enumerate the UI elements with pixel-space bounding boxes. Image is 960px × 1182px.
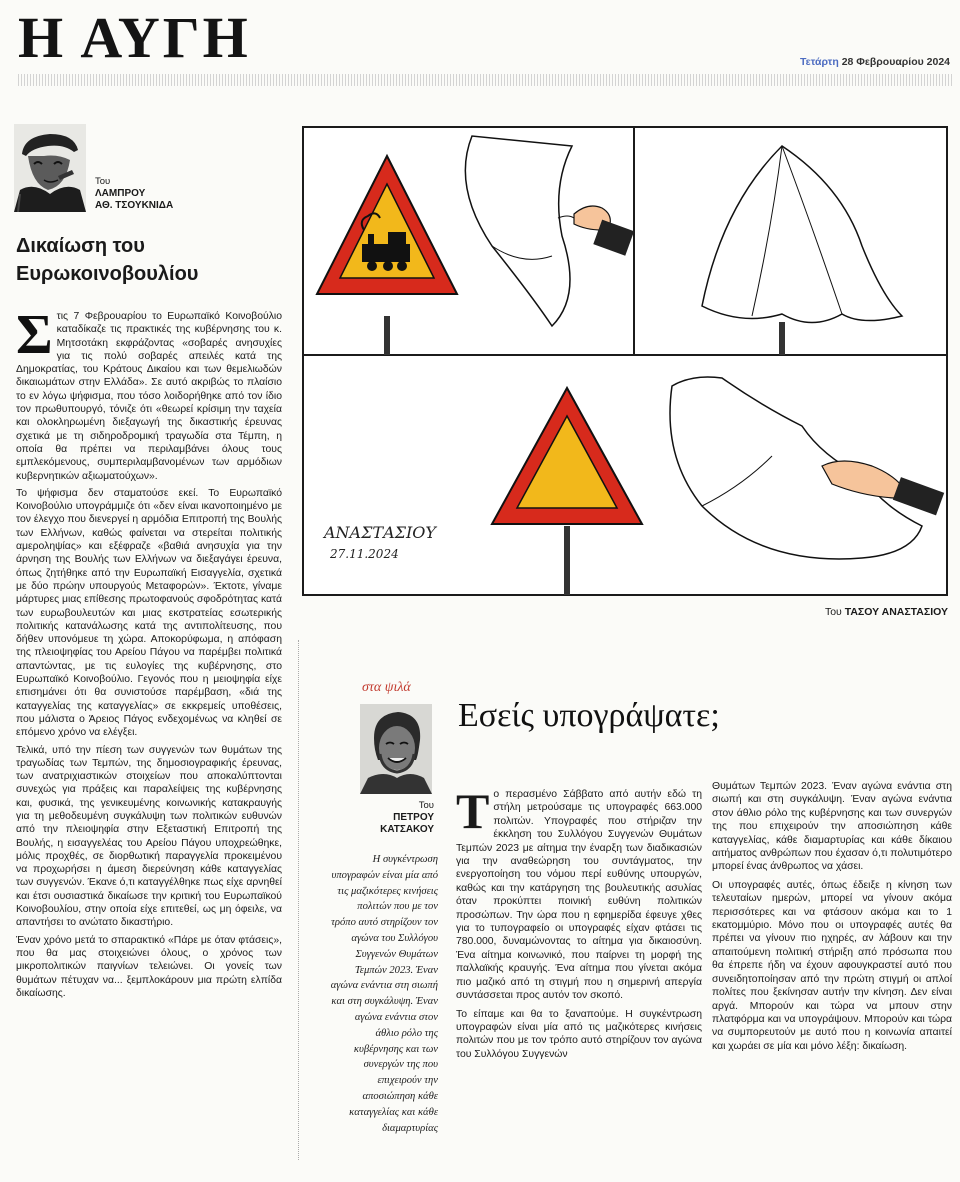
author-name-line1: ΠΕΤΡΟΥ bbox=[393, 812, 434, 823]
author-photo bbox=[360, 704, 432, 794]
issue-date-text: 28 Φεβρουαρίου 2024 bbox=[841, 56, 950, 68]
column-tag: στα ψιλά bbox=[362, 680, 411, 695]
article-headline: Εσείς υπογράψατε; bbox=[458, 697, 720, 734]
cartoon-signature: ΑΝΑΣΤΑΣΙΟΥ bbox=[324, 523, 436, 542]
author-name bbox=[340, 812, 434, 836]
issue-date bbox=[800, 56, 950, 68]
article-paragraph: Τελικά, υπό την πίεση των συγγενών των θυμάτων της τραγωδίας των Τεμπών, της δημοσιογραφικής έρευνας, των ανατριχιαστικών στοιχείων που αποκαλύπτονται συνεχώς για πράξεις και παραλείψεις της κυβέρνησης και, φυσικά, της γενικευμένης κοινωνικής κατακραυγής για τη μεθοδευμένη συγκάλυψη των πολιτικών ευθυνών από την πλειοψηφία στην Εξεταστική Επιτροπή της Βουλής, η εισαγγελέας του Αρείου Πάγου υποχρεώθηκε, μόλις προχθές, σε διορθωτική παραγγελία προκειμένου να προχωρήσει η άμεση διερεύνηση κάθε καταγγελίας των συγγενών. Έκανε ό,τι καταγγέλθηκε πως είχε αρνηθεί και έτσι ουσιαστικά δικαίωσε την κριτική του Ευρωπαϊκού Κοινοβουλίου, στην οποία είχε επιτεθεί, ως μη όφειλε, να απαντήσει το ανώτατο δικαστήριο. bbox=[16, 744, 282, 929]
author-by-label: Του bbox=[418, 800, 434, 811]
cartoon-credit-name: ΤΑΣΟΥ ΑΝΑΣΤΑΣΙΟΥ bbox=[844, 606, 948, 618]
article-paragraph: Το είπαμε και θα το ξαναπούμε. Η συγκέντρωση υπογραφών είναι μία από τις μαζικότερες κινήσεις πολιτών που με τον τρόπο αυτό στηρίζουν τον αγώνα του Συλλόγου Συγγενών bbox=[456, 1008, 702, 1060]
cartoon-credit bbox=[825, 606, 948, 618]
drop-cap: Σ bbox=[16, 304, 53, 366]
masthead-title: Η ΑΥΓΗ bbox=[18, 5, 251, 70]
article-body-col1 bbox=[456, 783, 702, 1066]
article-headline: Δικαίωση του Ευρωκοινοβουλίου bbox=[16, 235, 199, 285]
drop-cap: Τ bbox=[456, 783, 490, 839]
article-paragraph: Οι υπογραφές αυτές, όπως έδειξε η κίνηση των τελευταίων ημερών, μπορεί να γίνουν ακόμα περισσότερες και να φτάσουν ακόμα και το 1 εκατομμύριο. Μόνο που οι υπογραφές αυτές θα πρέπει να γίνουν πιο ηχηρές, αν λάβουν και την απαιτούμενη πολιτική στήριξη από πρόσωπα που θα έπρεπε ήδη να έχουν αφουγκραστεί αυτό που συνειδητοποίησαν από την πρώτη στιγμή οι απλοί πολίτες που ξεκίνησαν αυτήν την κίνηση. Δεν είναι αργά. Μπορούν και τώρα να μπουν στην πλατφόρμα και να υπογράψουν. Μπορούν και τώρα να συμπορευτούν με αυτό που η κοινωνία απαιτεί και χωράει σε μία και μόνο λέξη: δικαίωση. bbox=[712, 879, 952, 1052]
cartoon-credit-prefix: Του bbox=[824, 606, 842, 618]
column-divider bbox=[298, 640, 299, 1160]
cartoon bbox=[302, 126, 948, 596]
article-paragraph: Το ψήφισμα δεν σταματούσε εκεί. Το Ευρωπαϊκό Κοινοβούλιο υπογράμμιζε ότι «δεν είναι ικανοποιημένο με τον έλεγχο που διενεργεί η αρμόδια Επιτροπή της Βουλής των Ελλήνων, καθώς φαίνεται να στερείται πολιτικής αμεροληψίας» και εξέφραζε «βαθιά ανησυχία για την άρνηση της Βουλής των Ελλήνων να διεξαγάγει έρευνα, όπως ζητήθηκε από την Ευρωπαϊκή Εισαγγελία, σχετικά με δύο πρώην υπουργούς Μεταφορών». Έκτοτε, γίναμε μάρτυρες μιας επίθεσης πρωτοφανούς σφοδρότητας κατά των ευρωβουλευτών και μιας εκστρατείας εσωτερικής πολιτικής κατανάλωσης κατά της αντιπολίτευσης, που δήθεν υπονόμευε τη χώρα. Αποκορύφωμα, η απόφαση της πλειοψηφίας του Αρείου Πάγου να παρέμβει πολιτικά απαντώντας, με τις ευλογίες της κυβέρνησης, στο Ευρωπαϊκό Κοινοβούλιο. Γεγονός που η μειοψηφία είχε επισημάνει ότι θα συνιστούσε παρέμβαση, «διά της καταγγελίας της καταγγελίας» σε εκκρεμείς υποθέσεις, που μάλιστα ο Άρειος Πάγος ενδεχομένως να κληθεί σε επόμενο χρόνο να ελέγξει. bbox=[16, 487, 282, 739]
author-name-line2: ΑΘ. ΤΣΟΥΚΝΙΔΑ bbox=[95, 200, 174, 211]
article-paragraph: Στις 7 Φεβρουαρίου το Ευρωπαϊκό Κοινοβούλιο καταδίκαζε τις πρακτικές της κυβέρνησης του κ. Μητσοτάκη εκφράζοντας «σοβαρές ανησυχίες για τις πολύ σοβαρές απειλές κατά της Δημοκρατίας, του Κράτους Δικαίου και των θεμελιωδών δικαιωμάτων στην Ελλάδα». Σε αυτό ακριβώς το πλαίσιο το εν λόγω ψήφισμα, που τόσο λοιδορήθηκε από τον ίδιο τον πρωθυπουργό, τόνιζε ότι «θεωρεί κρίσιμη την ταχεία και ολοκληρωμένη διεξαγωγή της δικαστικής έρευνας σχετικά με τη σιδηροδρομική τραγωδία στα Τέμπη, η οποία θα πρέπει να περιλαμβάνει όλους τους εμπλεκόμενους, συμπεριλαμβανομένων των αρμόδιων κυβερνητικών αξιωματούχων». bbox=[16, 304, 282, 482]
masthead-rule bbox=[18, 74, 952, 86]
issue-weekday: Τετάρτη bbox=[800, 56, 839, 68]
article-paragraph: Το περασμένο Σάββατο από αυτήν εδώ τη στήλη μετρούσαμε τις υπογραφές 663.000 πολιτών. Υπογραφές που στήριζαν την έκκληση του Συλλόγου Συγγενών Θυμάτων Τεμπών 2023 με αίτημα την έναρξη των διαδικασιών για την αναθεώρηση του συντάγματος, την ενεργοποίηση του νόμου περί ευθύνης υπουργών, καθώς και την κατάργηση της βουλευτικής ασυλίας όταν προκύπτει ποινική ευθύνη πολιτικών προσώπων. Την ώρα που η εφημερίδα έφευγε χθες για το τυπογραφείο οι υπογραφές είχαν φτάσει τις 780.000, δυναμώνοντας το αίτημα για δικαιοσύνη. Ένα αίτημα κοινωνικό, που παίρνει τη μορφή της παλλαϊκής κραυγής. Ένα αίτημα που γίνεται ακόμα πιο μαζικό από τη στιγμή που η σημερινή απεργία συντάσσεται προς αυτόν τον σκοπό. bbox=[456, 783, 702, 1002]
cartoon-signature-date: 27.11.2024 bbox=[330, 547, 399, 561]
author-by-label: Του bbox=[95, 176, 111, 187]
article-body-col2 bbox=[712, 780, 952, 1058]
pull-quote: Η συγκέντρωση υπογραφών είναι μία από τις μαζικότερες κινήσεις πολιτών που με τον τρόπο αυτό στηρίζουν τον αγώνα του Συλλόγου Συγγενών Θυμάτων Τεμπών 2023. Έναν αγώνα ενάντια στη σιωπή και στη συγκάλυψη. Έναν αγώνα ενάντια στον άθλιο ρόλο της κυβέρνησης και των συνεργών της που επιχειρούν την αποσιώπηση κάθε καταγγελίας και κάθε διαμαρτυρίας bbox=[330, 854, 438, 1134]
article-body bbox=[16, 304, 282, 1004]
author-photo bbox=[14, 124, 86, 212]
article-paragraph: Έναν χρόνο μετά το σπαρακτικό «Πάρε με όταν φτάσεις», που θα μας στοιχειώνει όλους, ο χρόνος των μικροπολιτικών παιγνίων τελειώνει. Οι γονείς των θυμάτων πέτυχαν να... ξεμπλοκάρουν μια πρώτη ελπίδα δικαίωσης. bbox=[16, 934, 282, 999]
author-name bbox=[95, 188, 173, 212]
author-name-line1: ΛΑΜΠΡΟΥ bbox=[95, 188, 146, 199]
author-name-line2: ΚΑΤΣΑΚΟΥ bbox=[380, 824, 434, 835]
article-paragraph: Θυμάτων Τεμπών 2023. Έναν αγώνα ενάντια στη σιωπή και στη συγκάλυψη. Έναν αγώνα ενάντια στον άθλιο ρόλο της κυβέρνησης και των συνεργών της που επιχειρούν την αποσιώπηση κάθε καταγγελίας, κάθε διαμαρτυρίας και κάθε δίκαιου αιτήματος ανθρώπων που έχασαν ό,τι πολυτιμότερο μπορεί ένας άνθρωπος να χάσει. bbox=[712, 781, 952, 873]
